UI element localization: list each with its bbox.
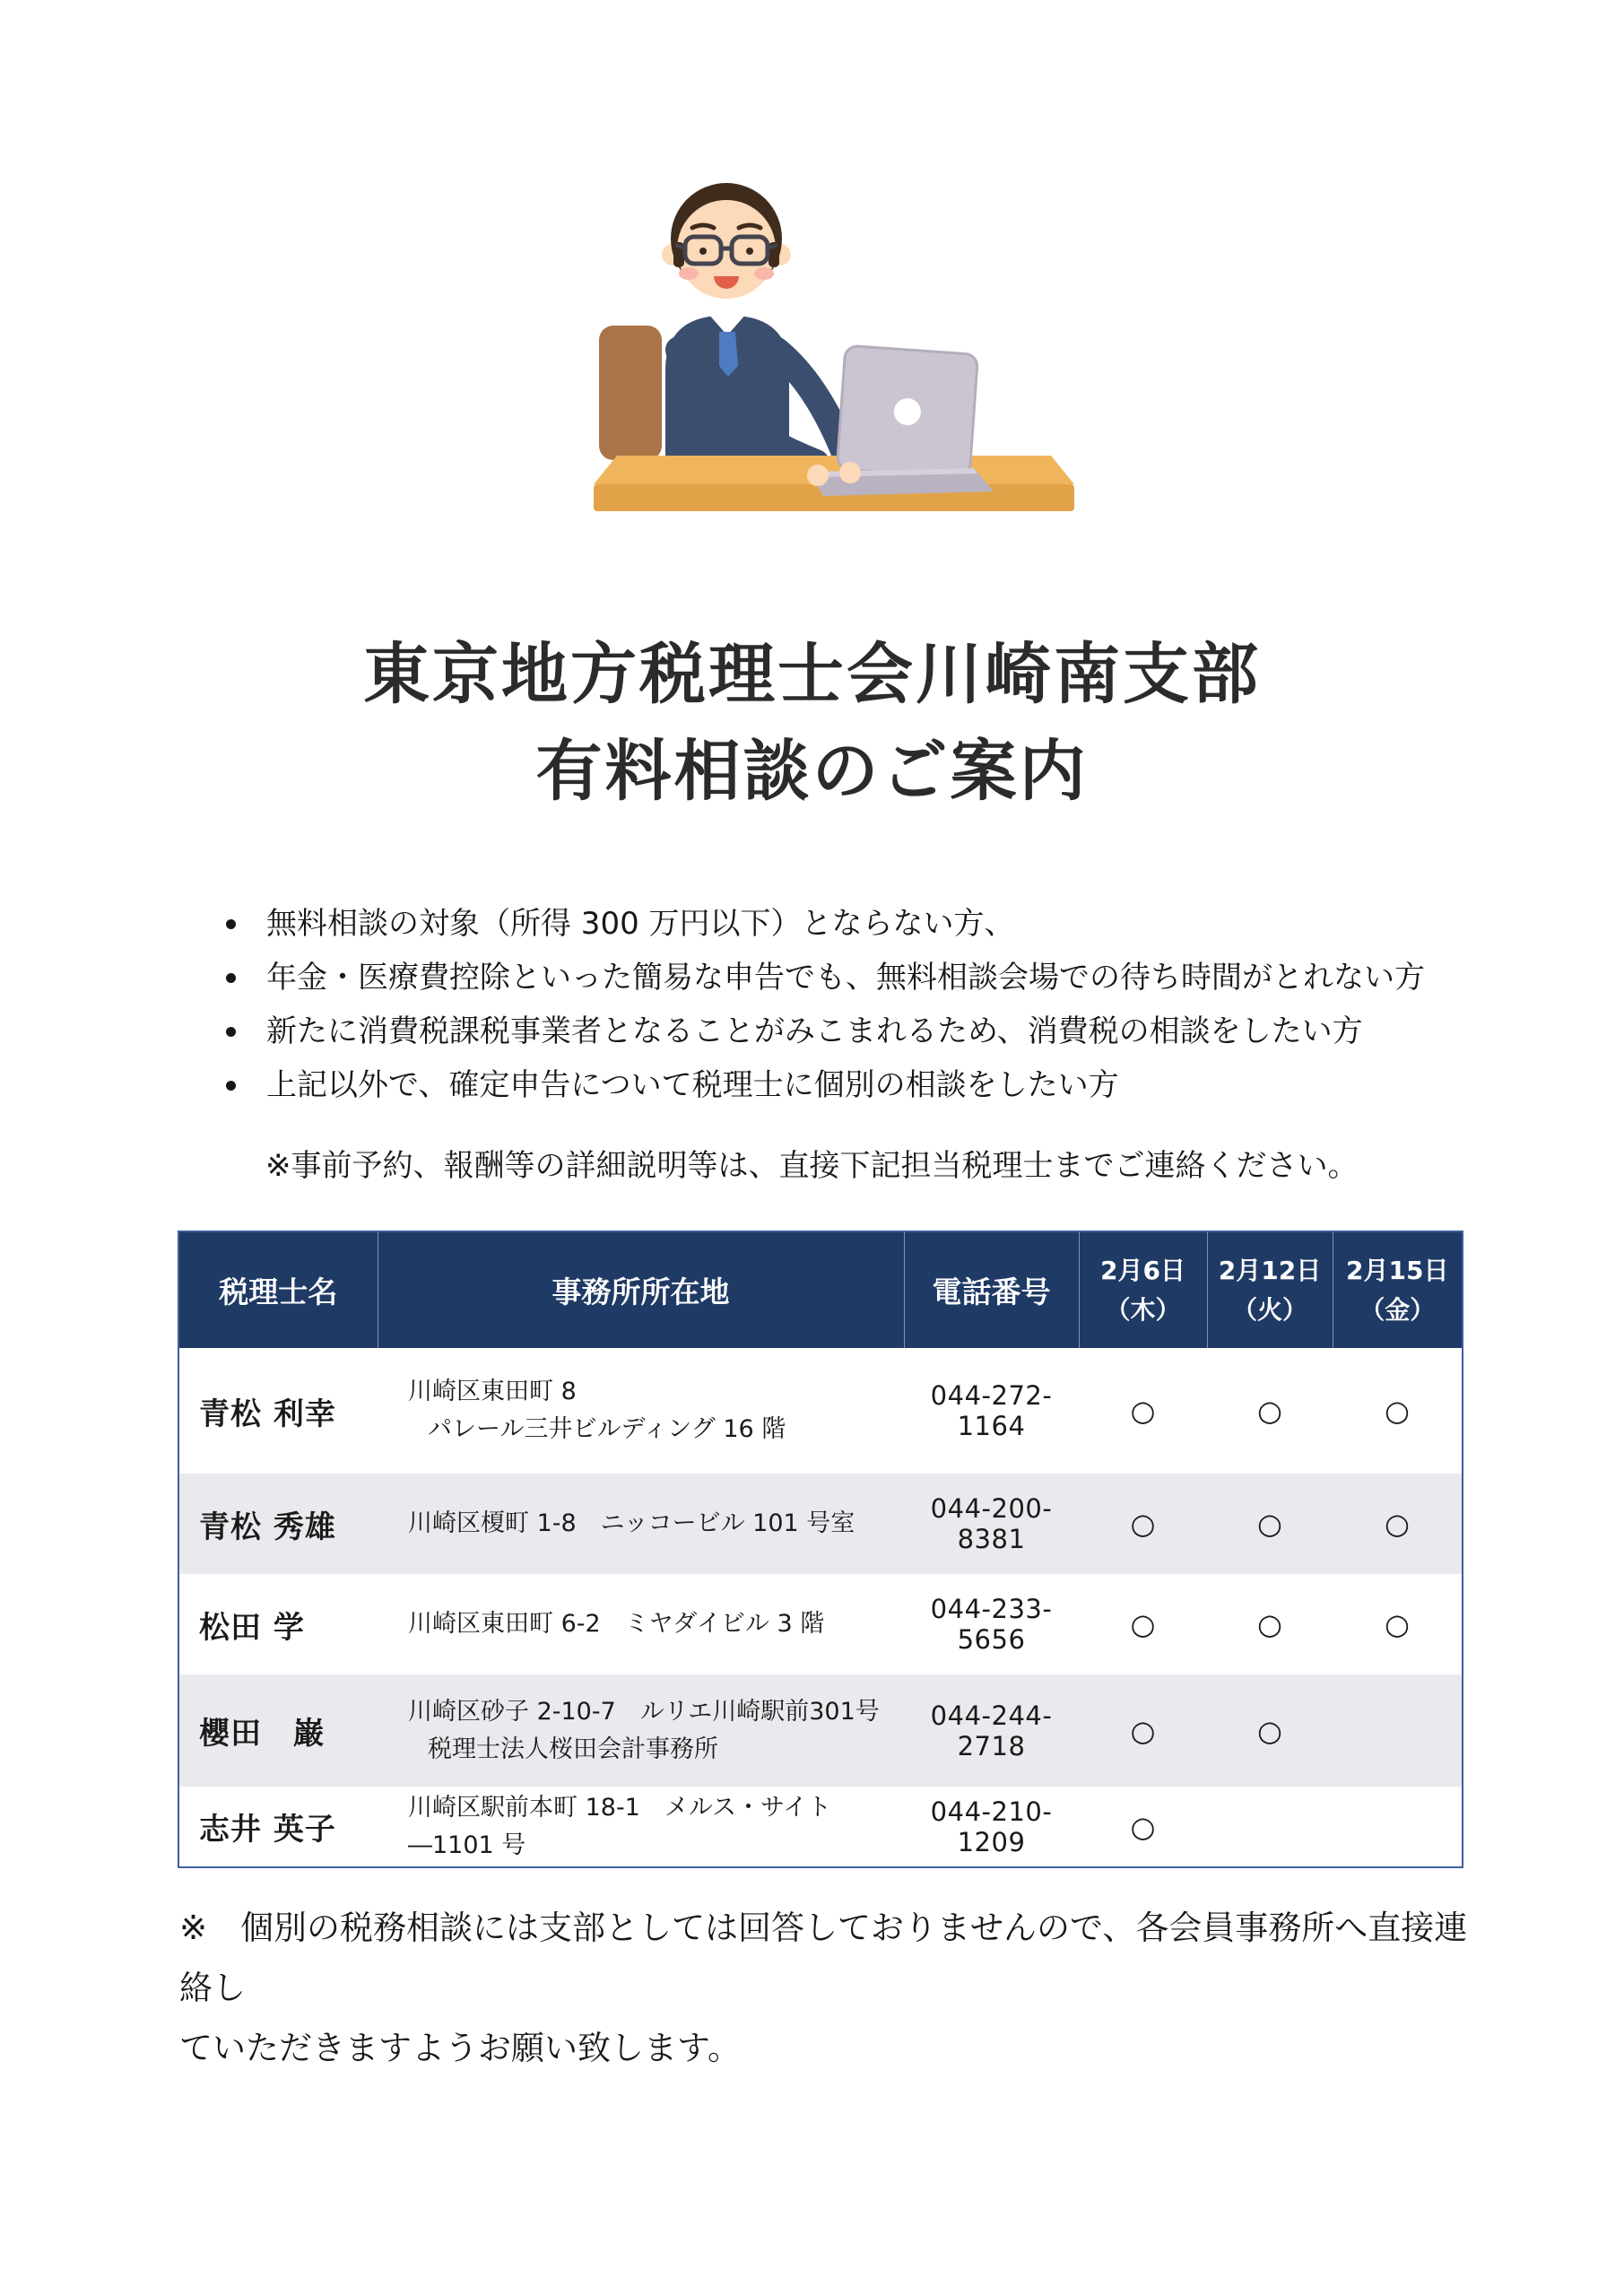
title-line-1: 東京地方税理士会川崎南支部 [363, 636, 1261, 713]
bullet-dot-icon [226, 1027, 236, 1037]
person-using-laptop-illustration [583, 160, 1085, 532]
availability-mark-cell [1333, 1674, 1463, 1787]
accountant-name-cell: 松田 学 [199, 1609, 305, 1646]
footer-note [179, 1898, 1489, 2078]
title-line-2: 有料相談のご案内 [535, 733, 1089, 810]
availability-mark-cell [1333, 1787, 1463, 1867]
header-date-1 [1079, 1231, 1207, 1348]
header-phone: 電話番号 [904, 1231, 1079, 1348]
availability-mark-cell: ○ [1385, 1607, 1410, 1641]
availability-mark-cell: ○ [1257, 1607, 1282, 1641]
availability-mark-cell: ○ [1207, 1474, 1333, 1574]
availability-mark-cell: ○ [1130, 1809, 1156, 1844]
accountant-name-cell: 青松 秀雄 [178, 1474, 378, 1574]
phone-cell: 044-233-5656 [930, 1594, 1053, 1655]
bullet-text: 無料相談の対象（所得 300 万円以下）とならない方、 [266, 906, 1015, 942]
availability-mark-cell: ○ [1079, 1474, 1207, 1574]
office-line: 川崎区榎町 1-8 ニッコービル 101 号室 [408, 1509, 855, 1537]
phone-cell: 044-210-1209 [930, 1796, 1053, 1857]
availability-mark-cell: ○ [1130, 1394, 1156, 1428]
consultation-table [178, 1231, 1463, 1868]
office-line: 税理士法人桜田会計事務所 [428, 1735, 718, 1763]
bullet-item [226, 1058, 1499, 1112]
bullet-dot-icon [226, 919, 236, 929]
availability-mark-cell: ○ [1130, 1607, 1156, 1641]
availability-mark-cell: ○ [1333, 1474, 1463, 1574]
bullet-dot-icon [226, 1081, 236, 1091]
header-date-1-day: （木） [1105, 1294, 1181, 1325]
office-line: 川崎区東田町 8 [408, 1378, 577, 1405]
header-date-2-day: （火） [1231, 1294, 1307, 1325]
table-row [178, 1574, 1463, 1674]
bullet-item [226, 897, 1499, 951]
office-line: 川崎区東田町 6-2 ミヤダイビル 3 階 [408, 1610, 825, 1638]
availability-mark-cell: ○ [1257, 1394, 1282, 1428]
reservation-note: ※事前予約、報酬等の詳細説明等は、直接下記担当税理士までご連絡ください。 [265, 1148, 1359, 1184]
office-cell [378, 1574, 904, 1674]
office-cell [378, 1674, 904, 1787]
document-title [0, 626, 1624, 820]
phone-cell: 044-272-1164 [930, 1380, 1053, 1441]
availability-mark-cell: ○ [1079, 1674, 1207, 1787]
availability-mark-cell: ○ [1207, 1674, 1333, 1787]
bullet-item [226, 1004, 1499, 1058]
office-line: 川崎区駅前本町 18-1 メルス・サイト―1101 号 [408, 1793, 832, 1859]
header-accountant-name: 税理士名 [178, 1231, 378, 1348]
phone-cell: 044-244-2718 [904, 1674, 1079, 1787]
table-row [178, 1474, 1463, 1574]
table-row [178, 1348, 1463, 1474]
bullet-item [226, 951, 1499, 1004]
accountant-name-cell: 青松 利幸 [199, 1396, 336, 1432]
bullet-text: 上記以外で、確定申告について税理士に個別の相談をしたい方 [266, 1067, 1119, 1103]
office-cell [378, 1787, 904, 1867]
availability-mark-cell [1207, 1787, 1333, 1867]
bullet-list [226, 897, 1499, 1112]
table-row [178, 1787, 1463, 1867]
phone-cell: 044-200-8381 [904, 1474, 1079, 1574]
bullet-dot-icon [226, 973, 236, 983]
header-date-3 [1333, 1231, 1463, 1348]
header-date-3-day: （金） [1359, 1294, 1436, 1325]
footer-note-line: ※ 個別の税務相談には支部としては回答しておりませんので、各会員事務所へ直接連絡し [179, 1909, 1468, 2007]
header-date-2-date: 2月12日 [1218, 1255, 1322, 1285]
office-cell [378, 1348, 904, 1474]
accountant-name-cell: 櫻田 巌 [178, 1674, 378, 1787]
accountant-name-cell: 志井 英子 [199, 1812, 336, 1848]
office-line: 川崎区砂子 2-10-7 ルリエ川崎駅前301号 [408, 1697, 880, 1726]
table-row [178, 1674, 1463, 1787]
office-cell [378, 1474, 904, 1574]
header-date-3-date: 2月15日 [1346, 1255, 1449, 1285]
header-office-address: 事務所所在地 [378, 1231, 904, 1348]
header-date-1-date: 2月6日 [1100, 1255, 1185, 1285]
availability-mark-cell: ○ [1385, 1394, 1410, 1428]
footer-note-line: ていただきますようお願い致します。 [179, 2029, 742, 2067]
bullet-text: 新たに消費税課税事業者となることがみこまれるため、消費税の相談をしたい方 [266, 1013, 1363, 1049]
person-using-laptop-svg [583, 160, 1085, 532]
header-date-2 [1207, 1231, 1333, 1348]
bullet-text: 年金・医療費控除といった簡易な申告でも、無料相談会場での待ち時間がとれない方 [266, 960, 1425, 996]
table-header-row [178, 1231, 1463, 1348]
office-line: パレール三井ビルディング 16 階 [428, 1415, 786, 1443]
